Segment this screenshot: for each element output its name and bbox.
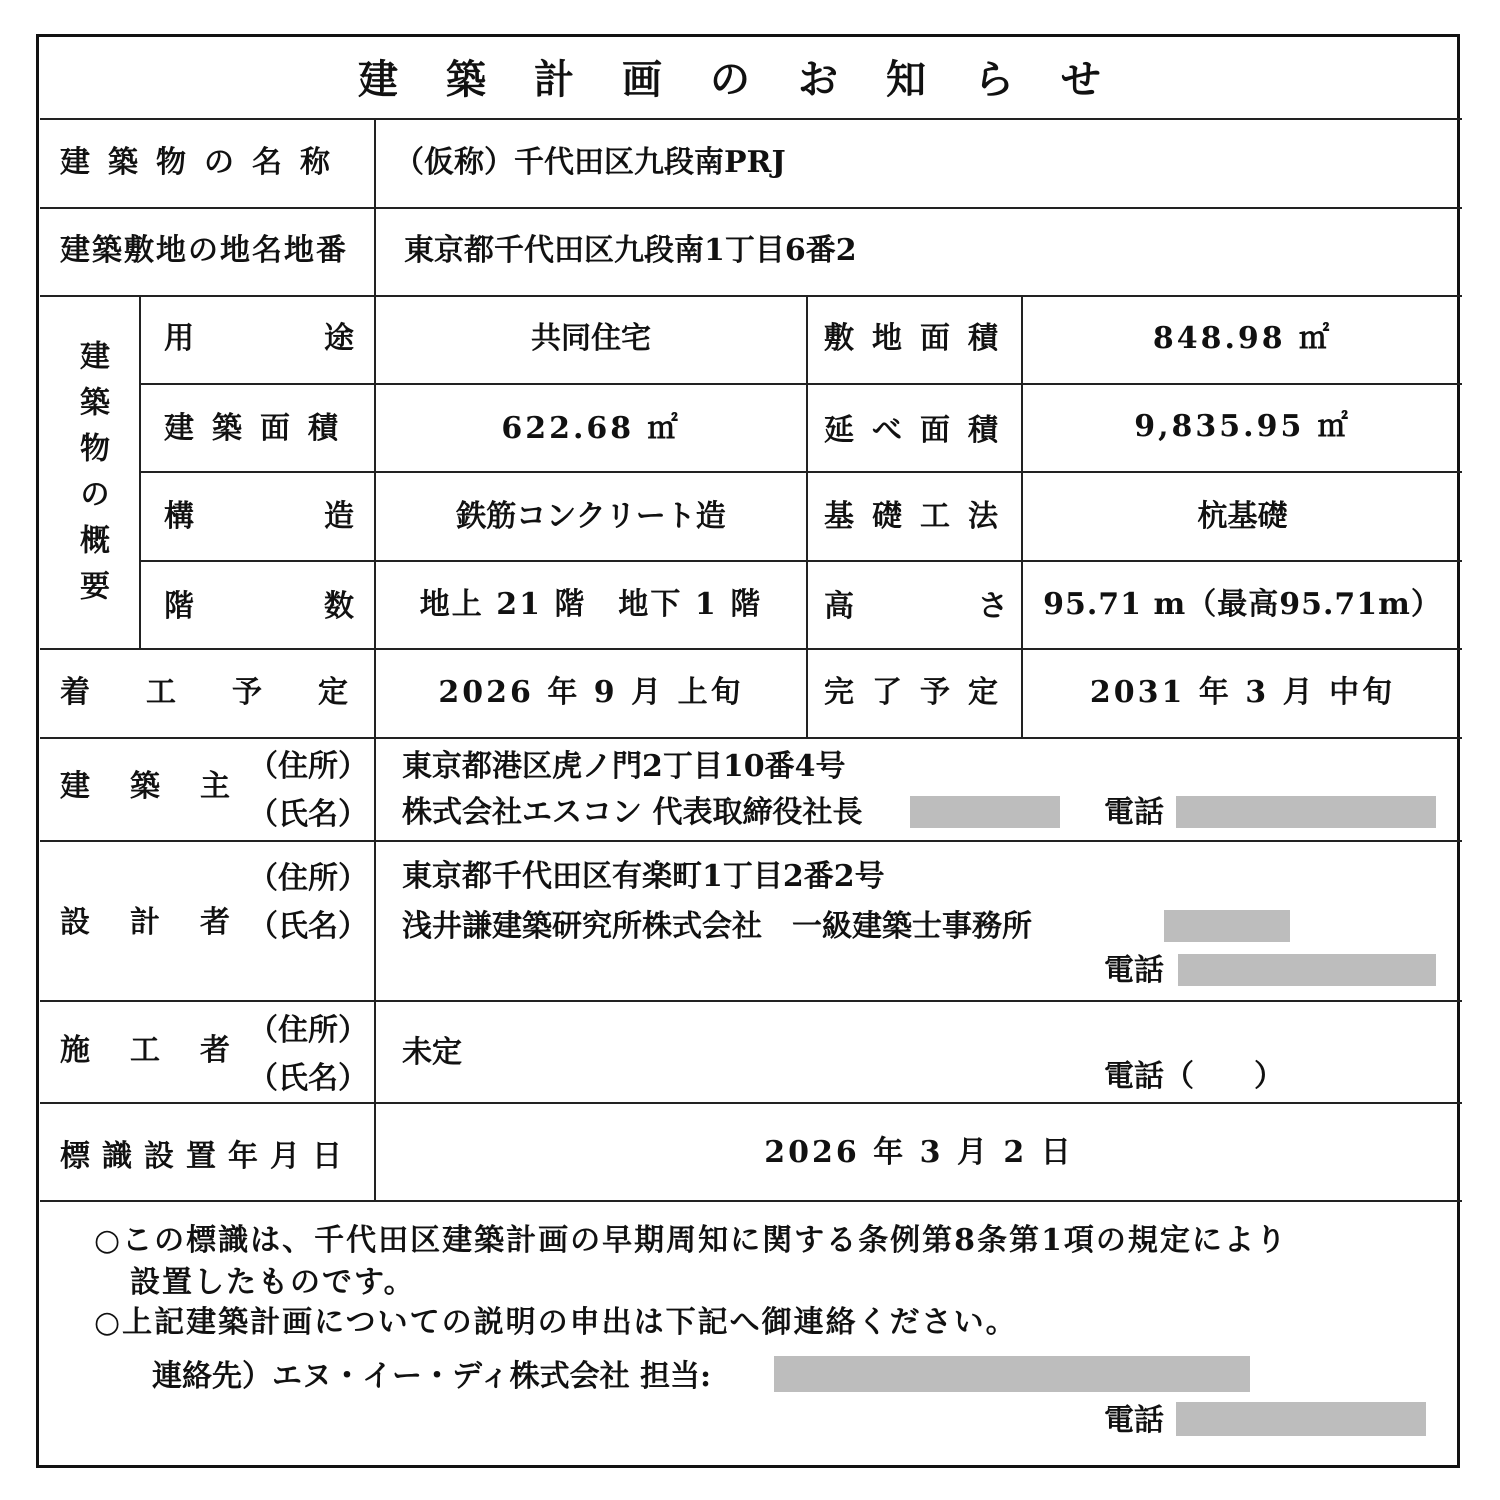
owner-address: 東京都港区虎ノ門2丁目10番4号 bbox=[402, 749, 846, 784]
designer-name-tag: （氏名） bbox=[248, 909, 368, 944]
foundation-label: 基礎工法 bbox=[824, 499, 1016, 534]
owner-name: 株式会社エスコン 代表取締役社長 bbox=[402, 795, 863, 830]
note-line-1: ○この標識は、千代田区建築計画の早期周知に関する条例第8条第1項の規定により bbox=[94, 1223, 1288, 1258]
contractor-address-tag: （住所） bbox=[248, 1013, 368, 1048]
structure-value: 鉄筋コンクリート造 bbox=[456, 499, 726, 534]
building-area-label: 建築面積 bbox=[164, 411, 356, 446]
structure-label: 構造 bbox=[164, 499, 484, 534]
building-area-value: 622.68 ㎡ bbox=[501, 411, 681, 446]
redacted-box bbox=[1164, 910, 1290, 942]
total-floor-area-value: 9,835.95 ㎡ bbox=[1134, 409, 1351, 444]
note-line-1b: 設置したものです。 bbox=[130, 1265, 416, 1300]
building-name-value: （仮称）千代田区九段南PRJ bbox=[394, 145, 786, 180]
redacted-box bbox=[774, 1356, 1250, 1392]
foundation-value: 杭基礎 bbox=[1197, 499, 1288, 534]
designer-label: 設計者 bbox=[60, 905, 270, 940]
floors-label: 階数 bbox=[164, 589, 484, 624]
completion-label: 完了予定 bbox=[824, 675, 1016, 710]
sign-date-label: 標識設置年月日 bbox=[60, 1139, 354, 1174]
contractor-name: 未定 bbox=[402, 1035, 462, 1070]
sign-date-value: 2026 年 3 月 2 日 bbox=[764, 1135, 1074, 1170]
designer-name: 浅井謙建築研究所株式会社 一級建築士事務所 bbox=[402, 909, 1032, 944]
height-value: 95.71 m（最高95.71m） bbox=[1043, 587, 1442, 622]
contact-text: 連絡先）エヌ・イー・ディ株式会社 担当: bbox=[152, 1359, 712, 1394]
completion-value: 2031 年 3 月 中旬 bbox=[1089, 675, 1396, 710]
contractor-label: 施工者 bbox=[60, 1033, 270, 1068]
redacted-box bbox=[1178, 954, 1436, 986]
redacted-box bbox=[910, 796, 1060, 828]
overview-label: 建築物の概要 bbox=[74, 340, 109, 616]
site-address-value: 東京都千代田区九段南1丁目6番2 bbox=[404, 233, 857, 268]
note-line-2: ○上記建築計画についての説明の申出は下記へ御連絡ください。 bbox=[94, 1305, 1018, 1340]
height-label: 高さ bbox=[824, 589, 1132, 624]
contractor-phone-label: 電話（ ） bbox=[1104, 1059, 1284, 1094]
page-title: 建築計画のお知らせ bbox=[358, 56, 1149, 103]
building-name-label: 建築物の名称 bbox=[60, 145, 348, 180]
designer-address-tag: （住所） bbox=[248, 861, 368, 896]
owner-address-tag: （住所） bbox=[248, 749, 368, 784]
contact-phone-label: 電話 bbox=[1104, 1403, 1164, 1438]
usage-label: 用途 bbox=[164, 321, 484, 356]
contractor-name-tag: （氏名） bbox=[248, 1061, 368, 1096]
start-label: 着工予定 bbox=[60, 675, 404, 710]
owner-name-tag: （氏名） bbox=[248, 797, 368, 832]
usage-value: 共同住宅 bbox=[531, 321, 651, 356]
floors-value: 地上 21 階 地下 1 階 bbox=[419, 587, 763, 622]
total-floor-area-label: 延べ面積 bbox=[824, 413, 1016, 448]
designer-address: 東京都千代田区有楽町1丁目2番2号 bbox=[402, 859, 885, 894]
start-value: 2026 年 9 月 上旬 bbox=[438, 675, 744, 710]
redacted-box bbox=[1176, 796, 1436, 828]
owner-phone-label: 電話 bbox=[1104, 795, 1164, 830]
redacted-box bbox=[1176, 1402, 1426, 1436]
designer-phone-label: 電話 bbox=[1104, 953, 1164, 988]
owner-label: 建築主 bbox=[60, 769, 270, 804]
site-address-label: 建築敷地の地名地番 bbox=[60, 233, 348, 268]
site-area-label: 敷地面積 bbox=[824, 321, 1016, 356]
site-area-value: 848.98 ㎡ bbox=[1152, 321, 1333, 356]
